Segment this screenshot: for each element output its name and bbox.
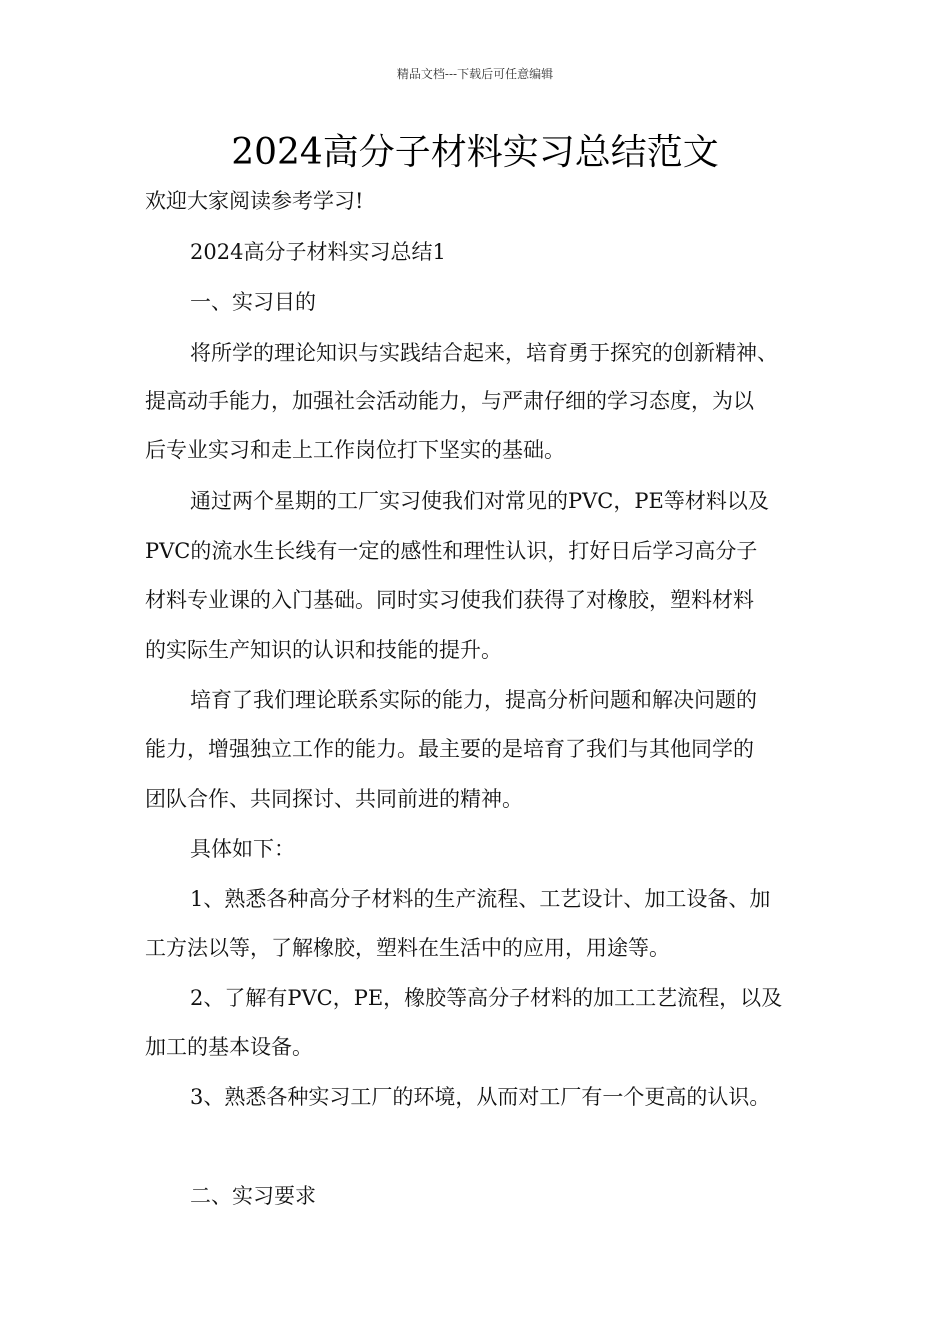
list-item: 1、熟悉各种高分子材料的生产流程、工艺设计、加工设备、加 — [190, 887, 771, 911]
list-item-continuation: 工方法以等，了解橡胶，塑料在生活中的应用，用途等。 — [145, 936, 670, 960]
paragraph-line: 将所学的理论知识与实践结合起来，培育勇于探究的创新精神、 — [190, 341, 778, 365]
list-item-continuation: 加工的基本设备。 — [145, 1035, 313, 1059]
greeting-line: 欢迎大家阅读参考学习! — [145, 189, 364, 213]
subsection-heading: 二、实习要求 — [190, 1184, 316, 1208]
paragraph-line: 材料专业课的入门基础。同时实习使我们获得了对橡胶，塑料材料 — [145, 588, 754, 612]
paragraph-line: 的实际生产知识的认识和技能的提升。 — [145, 638, 502, 662]
section-heading: 2024高分子材料实习总结1 — [190, 240, 446, 264]
paragraph-line: 后专业实习和走上工作岗位打下坚实的基础。 — [145, 438, 565, 462]
paragraph-line: 具体如下： — [190, 837, 295, 861]
paragraph-line: 团队合作、共同探讨、共同前进的精神。 — [145, 787, 523, 811]
paragraph-line: PVC的流水生长线有一定的感性和理性认识，打好日后学习高分子 — [145, 539, 758, 563]
paragraph-line: 通过两个星期的工厂实习使我们对常见的PVC，PE等材料以及 — [190, 489, 769, 513]
document-title: 2024高分子材料实习总结范文 — [231, 132, 719, 173]
list-item: 3、熟悉各种实习工厂的环境，从而对工厂有一个更高的认识。 — [190, 1085, 771, 1109]
list-item: 2、了解有PVC，PE，橡胶等高分子材料的加工工艺流程，以及 — [190, 986, 783, 1010]
paragraph-line: 培育了我们理论联系实际的能力，提高分析问题和解决问题的 — [190, 688, 757, 712]
paragraph-line: 能力，增强独立工作的能力。最主要的是培育了我们与其他同学的 — [145, 737, 754, 761]
subsection-heading: 一、实习目的 — [190, 290, 316, 314]
header-note: 精品文档---下载后可任意编辑 — [396, 67, 554, 81]
paragraph-line: 提高动手能力，加强社会活动能力，与严肃仔细的学习态度，为以 — [145, 389, 754, 413]
